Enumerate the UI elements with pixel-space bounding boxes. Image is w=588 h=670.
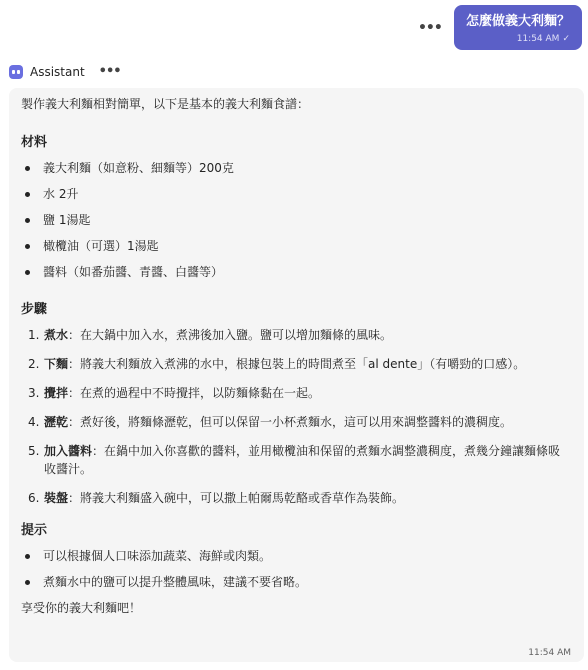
more-options-icon[interactable]: ••• xyxy=(98,64,121,79)
assistant-avatar-icon xyxy=(9,65,23,79)
list-item: 醬料（如番茄醬、青醬、白醬等） xyxy=(21,263,572,281)
step-text: ：將義大利麵盛入碗中，可以撒上帕爾馬乾酪或香草作為裝飾。 xyxy=(68,491,405,505)
tips-list xyxy=(21,547,572,591)
more-options-icon[interactable]: ••• xyxy=(417,19,442,36)
list-item: 可以根據個人口味添加蔬菜、海鮮或肉類。 xyxy=(21,547,572,565)
ingredients-heading: 材料 xyxy=(21,135,48,150)
step-item xyxy=(21,413,572,431)
assistant-header xyxy=(9,64,121,79)
step-number: 3. xyxy=(28,386,40,400)
step-label: 攪拌 xyxy=(44,386,69,400)
step-text: ：將義大利麵放入煮沸的水中，根據包裝上的時間煮至「al dente」（有嚼勁的口感）。 xyxy=(68,357,526,371)
list-item: 義大利麵（如意粉、細麵等）200克 xyxy=(21,159,572,177)
step-number: 5. xyxy=(28,444,40,458)
step-item xyxy=(21,442,572,478)
assistant-message-bubble xyxy=(9,88,584,662)
ingredients-list xyxy=(21,159,572,281)
step-text: ：煮好後，將麵條瀝乾，但可以保留一小杯煮麵水，這可以用來調整醬料的濃稠度。 xyxy=(68,415,513,429)
step-label: 加入醬料 xyxy=(44,444,93,458)
step-item xyxy=(21,326,572,344)
intro-text: 製作義大利麵相對簡單，以下是基本的義大利麵食譜： xyxy=(21,97,310,111)
list-item: 鹽 1湯匙 xyxy=(21,211,572,229)
step-text: ：在鍋中加入你喜歡的醬料，並用橄欖油和保留的煮麵水調整濃稠度，煮幾分鐘讓麵條吸收醬汁。 xyxy=(44,444,561,476)
step-item xyxy=(21,355,572,373)
step-label: 煮水 xyxy=(44,328,69,342)
user-message-time: 11:54 AM xyxy=(516,34,560,44)
steps-heading: 步驟 xyxy=(21,302,48,317)
user-message-meta xyxy=(466,33,570,45)
step-item xyxy=(21,384,572,402)
step-text: ：在煮的過程中不時攪拌，以防麵條黏在一起。 xyxy=(68,386,321,400)
step-label: 瀝乾 xyxy=(44,415,69,429)
step-label: 裝盤 xyxy=(44,491,69,505)
assistant-name: Assistant xyxy=(30,64,85,79)
steps-list xyxy=(21,326,572,507)
step-number: 6. xyxy=(28,491,40,505)
list-item: 煮麵水中的鹽可以提升整體風味，建議不要省略。 xyxy=(21,573,572,591)
tips-heading: 提示 xyxy=(21,523,48,538)
step-item xyxy=(21,489,572,507)
user-message-bubble xyxy=(454,5,582,50)
step-number: 4. xyxy=(28,415,40,429)
list-item: 水 2升 xyxy=(21,185,572,203)
read-check-icon: ✓ xyxy=(562,34,570,44)
user-message-text: 怎麼做義大利麵？ xyxy=(465,14,570,29)
list-item: 橄欖油（可選）1湯匙 xyxy=(21,237,572,255)
step-label: 下麵 xyxy=(44,357,69,371)
outro-text: 享受你的義大利麵吧！ xyxy=(21,601,142,615)
step-text: ：在大鍋中加入水，煮沸後加入鹽。鹽可以增加麵條的風味。 xyxy=(68,328,393,342)
user-message-row xyxy=(418,5,582,50)
assistant-message-time: 11:54 AM xyxy=(528,648,571,658)
step-number: 1. xyxy=(28,328,40,342)
step-number: 2. xyxy=(28,357,40,371)
